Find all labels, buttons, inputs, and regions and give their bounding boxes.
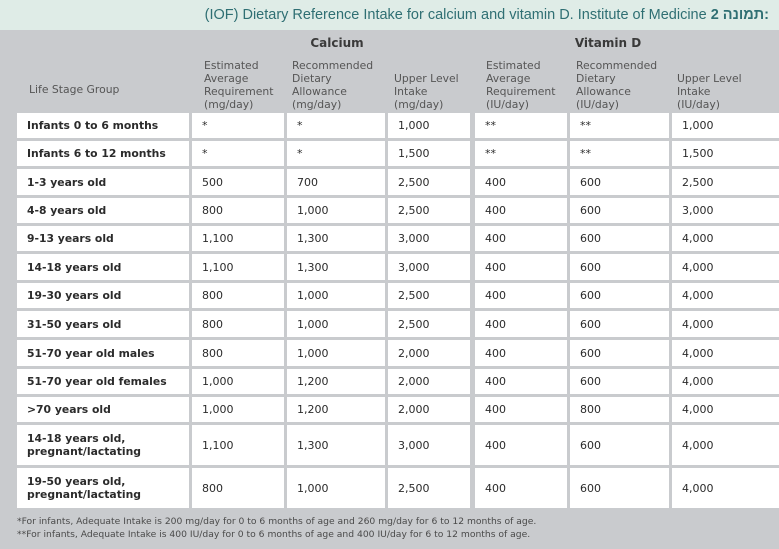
cell-value: **: [485, 147, 496, 160]
col-header-line: Dietary: [576, 72, 616, 85]
value-cell-ca-ear: [192, 169, 284, 195]
cell-value: 4,000: [682, 403, 714, 416]
figure-title: [0, 0, 779, 30]
cell-value: 4,000: [682, 232, 714, 245]
value-cell-ca-ul: [388, 340, 470, 366]
life-stage-cell: [17, 425, 189, 465]
life-stage-label: >70 years old: [27, 403, 111, 416]
value-cell-vd-rda: [570, 340, 669, 366]
value-cell-vd-rda: [570, 141, 669, 166]
cell-value: 2,500: [398, 289, 430, 302]
col-header-line: Estimated: [204, 59, 259, 72]
cell-value: 4,000: [682, 346, 714, 360]
col-header-vd-ul: [677, 57, 742, 111]
value-cell-vd-rda: [570, 113, 669, 138]
value-cell-ca-rda: [287, 283, 385, 308]
col-header-vd-rda: [576, 57, 657, 111]
life-stage-header: Life Stage Group: [29, 83, 120, 96]
value-cell-ca-ear: [192, 254, 284, 280]
figure-title-text: (IOF) Dietary Reference Intake for calcium and vitamin D. Institute of Medicine: [204, 7, 707, 23]
value-cell-vd-ear: [475, 113, 567, 138]
value-cell-ca-rda: [287, 226, 385, 251]
cell-value: 1,200: [297, 403, 329, 416]
col-header-line: Dietary: [292, 72, 332, 85]
life-stage-label: 19-50 years old, pregnant/lactating: [27, 475, 141, 501]
value-cell-ca-ear: [192, 311, 284, 337]
cell-value: **: [580, 147, 591, 160]
cell-value: 400: [485, 481, 506, 495]
cell-value: 400: [485, 375, 506, 388]
cell-value: 500: [202, 175, 223, 189]
cell-value: 400: [485, 232, 506, 245]
value-cell-vd-ear: [475, 169, 567, 195]
value-cell-ca-ear: [192, 468, 284, 508]
cell-value: 600: [580, 204, 601, 217]
life-stage-label: 1-3 years old: [27, 175, 107, 189]
value-cell-vd-ul: [672, 113, 779, 138]
col-header-line: Allowance: [292, 85, 347, 98]
cell-value: *: [202, 147, 208, 160]
life-stage-cell: [17, 141, 189, 166]
life-stage-cell: [17, 468, 189, 508]
cell-value: 800: [202, 346, 223, 360]
value-cell-ca-rda: [287, 369, 385, 394]
value-cell-vd-ear: [475, 340, 567, 366]
cell-value: 600: [580, 260, 601, 274]
cell-value: 400: [485, 289, 506, 302]
cell-value: 1,000: [297, 346, 329, 360]
value-cell-ca-rda: [287, 340, 385, 366]
cell-value: 1,000: [398, 119, 430, 132]
value-cell-ca-ear: [192, 397, 284, 422]
value-cell-ca-rda: [287, 169, 385, 195]
value-cell-vd-ul: [672, 311, 779, 337]
col-header-line: Recommended: [292, 59, 374, 72]
cell-value: 800: [202, 481, 223, 495]
value-cell-ca-ear: [192, 226, 284, 251]
value-cell-vd-rda: [570, 254, 669, 280]
value-cell-vd-ul: [672, 369, 779, 394]
life-stage-label: Infants 6 to 12 months: [27, 147, 166, 160]
value-cell-ca-ul: [388, 254, 470, 280]
cell-value: 2,000: [398, 375, 430, 388]
value-cell-vd-ear: [475, 141, 567, 166]
life-stage-cell: [17, 340, 189, 366]
life-stage-cell: [17, 311, 189, 337]
col-header-line: Estimated: [486, 59, 541, 72]
cell-value: 600: [580, 232, 601, 245]
cell-value: 3,000: [398, 232, 430, 245]
value-cell-vd-ear: [475, 254, 567, 280]
cell-value: 2,500: [682, 175, 714, 189]
value-cell-ca-ear: [192, 113, 284, 138]
col-header-line: (mg/day): [394, 98, 444, 111]
value-cell-ca-rda: [287, 198, 385, 223]
value-cell-ca-rda: [287, 141, 385, 166]
value-cell-vd-ul: [672, 468, 779, 508]
value-cell-ca-ul: [388, 425, 470, 465]
value-cell-ca-ear: [192, 141, 284, 166]
life-stage-label: 14-18 years old, pregnant/lactating: [27, 432, 141, 458]
cell-value: 1,200: [297, 375, 329, 388]
cell-value: 600: [580, 438, 601, 452]
cell-value: 1,500: [682, 147, 714, 160]
life-stage-label: Infants 0 to 6 months: [27, 119, 159, 132]
cell-value: 1,000: [297, 289, 329, 302]
cell-value: 2,000: [398, 403, 430, 416]
col-header-line: Average: [204, 72, 249, 85]
value-cell-ca-ul: [388, 397, 470, 422]
cell-value: 600: [580, 175, 601, 189]
cell-value: *: [202, 119, 208, 132]
cell-value: 800: [202, 204, 223, 217]
life-stage-cell: [17, 397, 189, 422]
cell-value: 4,000: [682, 289, 714, 302]
cell-value: 600: [580, 289, 601, 302]
col-header-line: Upper Level: [677, 72, 742, 85]
cell-value: 400: [485, 438, 506, 452]
cell-value: 400: [485, 317, 506, 331]
cell-value: 600: [580, 317, 601, 331]
value-cell-ca-ul: [388, 113, 470, 138]
cell-value: 2,500: [398, 317, 430, 331]
value-cell-vd-ear: [475, 425, 567, 465]
cell-value: 2,500: [398, 175, 430, 189]
footnote-calcium: *For infants, Adequate Intake is 200 mg/day for 0 to 6 months of age and 260 mg/day for 6 to 12 months of age.: [17, 516, 537, 527]
value-cell-ca-ear: [192, 340, 284, 366]
life-stage-label: 19-30 years old: [27, 289, 122, 302]
life-stage-label: 4-8 years old: [27, 204, 107, 217]
vitamin-d-group-header: Vitamin D: [574, 36, 642, 50]
value-cell-ca-rda: [287, 113, 385, 138]
value-cell-ca-ear: [192, 198, 284, 223]
col-header-line: (IU/day): [677, 98, 721, 111]
col-header-line: (IU/day): [486, 98, 530, 111]
value-cell-ca-ul: [388, 226, 470, 251]
cell-value: 3,000: [682, 204, 714, 217]
value-cell-vd-ul: [672, 169, 779, 195]
cell-value: 1,100: [202, 260, 234, 274]
value-cell-vd-rda: [570, 425, 669, 465]
value-cell-vd-ul: [672, 340, 779, 366]
cell-value: *: [297, 147, 303, 160]
value-cell-ca-rda: [287, 397, 385, 422]
col-header-line: (mg/day): [292, 98, 342, 111]
cell-value: 1,500: [398, 147, 430, 160]
value-cell-ca-ul: [388, 311, 470, 337]
value-cell-vd-ul: [672, 425, 779, 465]
col-header-line: Requirement: [204, 85, 274, 98]
value-cell-vd-rda: [570, 226, 669, 251]
value-cell-ca-ear: [192, 425, 284, 465]
cell-value: 1,300: [297, 260, 329, 274]
value-cell-vd-ear: [475, 369, 567, 394]
value-cell-vd-rda: [570, 311, 669, 337]
cell-value: 400: [485, 403, 506, 416]
cell-value: 1,300: [297, 438, 329, 452]
value-cell-vd-ul: [672, 198, 779, 223]
value-cell-vd-ear: [475, 198, 567, 223]
life-stage-cell: [17, 198, 189, 223]
col-header-line: (IU/day): [576, 98, 620, 111]
figure-title-hebrew: תמונה 2:: [710, 7, 769, 23]
value-cell-ca-ear: [192, 283, 284, 308]
col-header-line: Requirement: [486, 85, 556, 98]
value-cell-ca-rda: [287, 311, 385, 337]
col-header-vd-ear: [486, 57, 555, 111]
cell-value: 400: [485, 175, 506, 189]
life-stage-cell: [17, 226, 189, 251]
cell-value: 1,000: [297, 204, 329, 217]
value-cell-ca-ear: [192, 369, 284, 394]
value-cell-ca-rda: [287, 468, 385, 508]
col-header-line: (mg/day): [204, 98, 254, 111]
value-cell-vd-ul: [672, 254, 779, 280]
cell-value: 4,000: [682, 375, 714, 388]
value-cell-vd-ul: [672, 226, 779, 251]
cell-value: 1,100: [202, 438, 234, 452]
value-cell-vd-ul: [672, 397, 779, 422]
cell-value: 700: [297, 175, 318, 189]
cell-value: 600: [580, 346, 601, 360]
col-header-ca-ul: [394, 57, 459, 111]
value-cell-vd-ul: [672, 283, 779, 308]
col-header-line: Intake: [677, 85, 711, 98]
cell-value: 4,000: [682, 481, 714, 495]
col-header-line: Intake: [394, 85, 428, 98]
cell-value: 3,000: [398, 260, 430, 274]
cell-value: 2,000: [398, 346, 430, 360]
value-cell-vd-rda: [570, 283, 669, 308]
life-stage-cell: [17, 113, 189, 138]
value-cell-ca-rda: [287, 254, 385, 280]
life-stage-cell: [17, 169, 189, 195]
cell-value: 400: [485, 204, 506, 217]
life-stage-label: 31-50 years old: [27, 317, 122, 331]
value-cell-ca-ul: [388, 369, 470, 394]
value-cell-ca-rda: [287, 425, 385, 465]
life-stage-cell: [17, 369, 189, 394]
cell-value: 400: [485, 260, 506, 274]
col-header-ca-rda: [292, 57, 373, 111]
cell-value: 4,000: [682, 317, 714, 331]
life-stage-label: 51-70 year old males: [27, 346, 155, 360]
cell-value: 800: [202, 289, 223, 302]
cell-value: 1,000: [297, 481, 329, 495]
col-header-line: Allowance: [576, 85, 631, 98]
value-cell-vd-ear: [475, 468, 567, 508]
cell-value: 1,000: [682, 119, 714, 132]
cell-value: 1,000: [202, 403, 234, 416]
cell-value: **: [580, 119, 591, 132]
cell-value: *: [297, 119, 303, 132]
col-header-line: Recommended: [576, 59, 658, 72]
value-cell-vd-ul: [672, 141, 779, 166]
cell-value: 1,100: [202, 232, 234, 245]
cell-value: 3,000: [398, 438, 430, 452]
life-stage-label: 51-70 year old females: [27, 375, 167, 388]
life-stage-cell: [17, 283, 189, 308]
col-header-line: Average: [486, 72, 531, 85]
cell-value: 600: [580, 375, 601, 388]
value-cell-vd-rda: [570, 169, 669, 195]
value-cell-vd-rda: [570, 468, 669, 508]
footnote-vitamin-d: **For infants, Adequate Intake is 400 IU/day for 0 to 6 months of age and 400 IU/day for 6 to 12 months of age.: [17, 529, 531, 540]
value-cell-ca-ul: [388, 141, 470, 166]
cell-value: 1,000: [202, 375, 234, 388]
cell-value: **: [485, 119, 496, 132]
cell-value: 2,500: [398, 204, 430, 217]
life-stage-label: 9-13 years old: [27, 232, 114, 245]
value-cell-ca-ul: [388, 468, 470, 508]
cell-value: 4,000: [682, 260, 714, 274]
cell-value: 2,500: [398, 481, 430, 495]
value-cell-vd-rda: [570, 369, 669, 394]
cell-value: 600: [580, 481, 601, 495]
value-cell-vd-rda: [570, 198, 669, 223]
value-cell-vd-ear: [475, 283, 567, 308]
calcium-group-header: Calcium: [310, 36, 364, 50]
life-stage-label: 14-18 years old: [27, 260, 122, 274]
value-cell-vd-rda: [570, 397, 669, 422]
cell-value: 400: [485, 346, 506, 360]
cell-value: 800: [202, 317, 223, 331]
value-cell-ca-ul: [388, 283, 470, 308]
value-cell-vd-ear: [475, 226, 567, 251]
cell-value: 1,000: [297, 317, 329, 331]
col-header-ca-ear: [204, 57, 273, 111]
cell-value: 1,300: [297, 232, 329, 245]
value-cell-ca-ul: [388, 198, 470, 223]
value-cell-vd-ear: [475, 397, 567, 422]
value-cell-vd-ear: [475, 311, 567, 337]
value-cell-ca-ul: [388, 169, 470, 195]
cell-value: 4,000: [682, 438, 714, 452]
cell-value: 800: [580, 403, 601, 416]
col-header-line: Upper Level: [394, 72, 459, 85]
life-stage-cell: [17, 254, 189, 280]
